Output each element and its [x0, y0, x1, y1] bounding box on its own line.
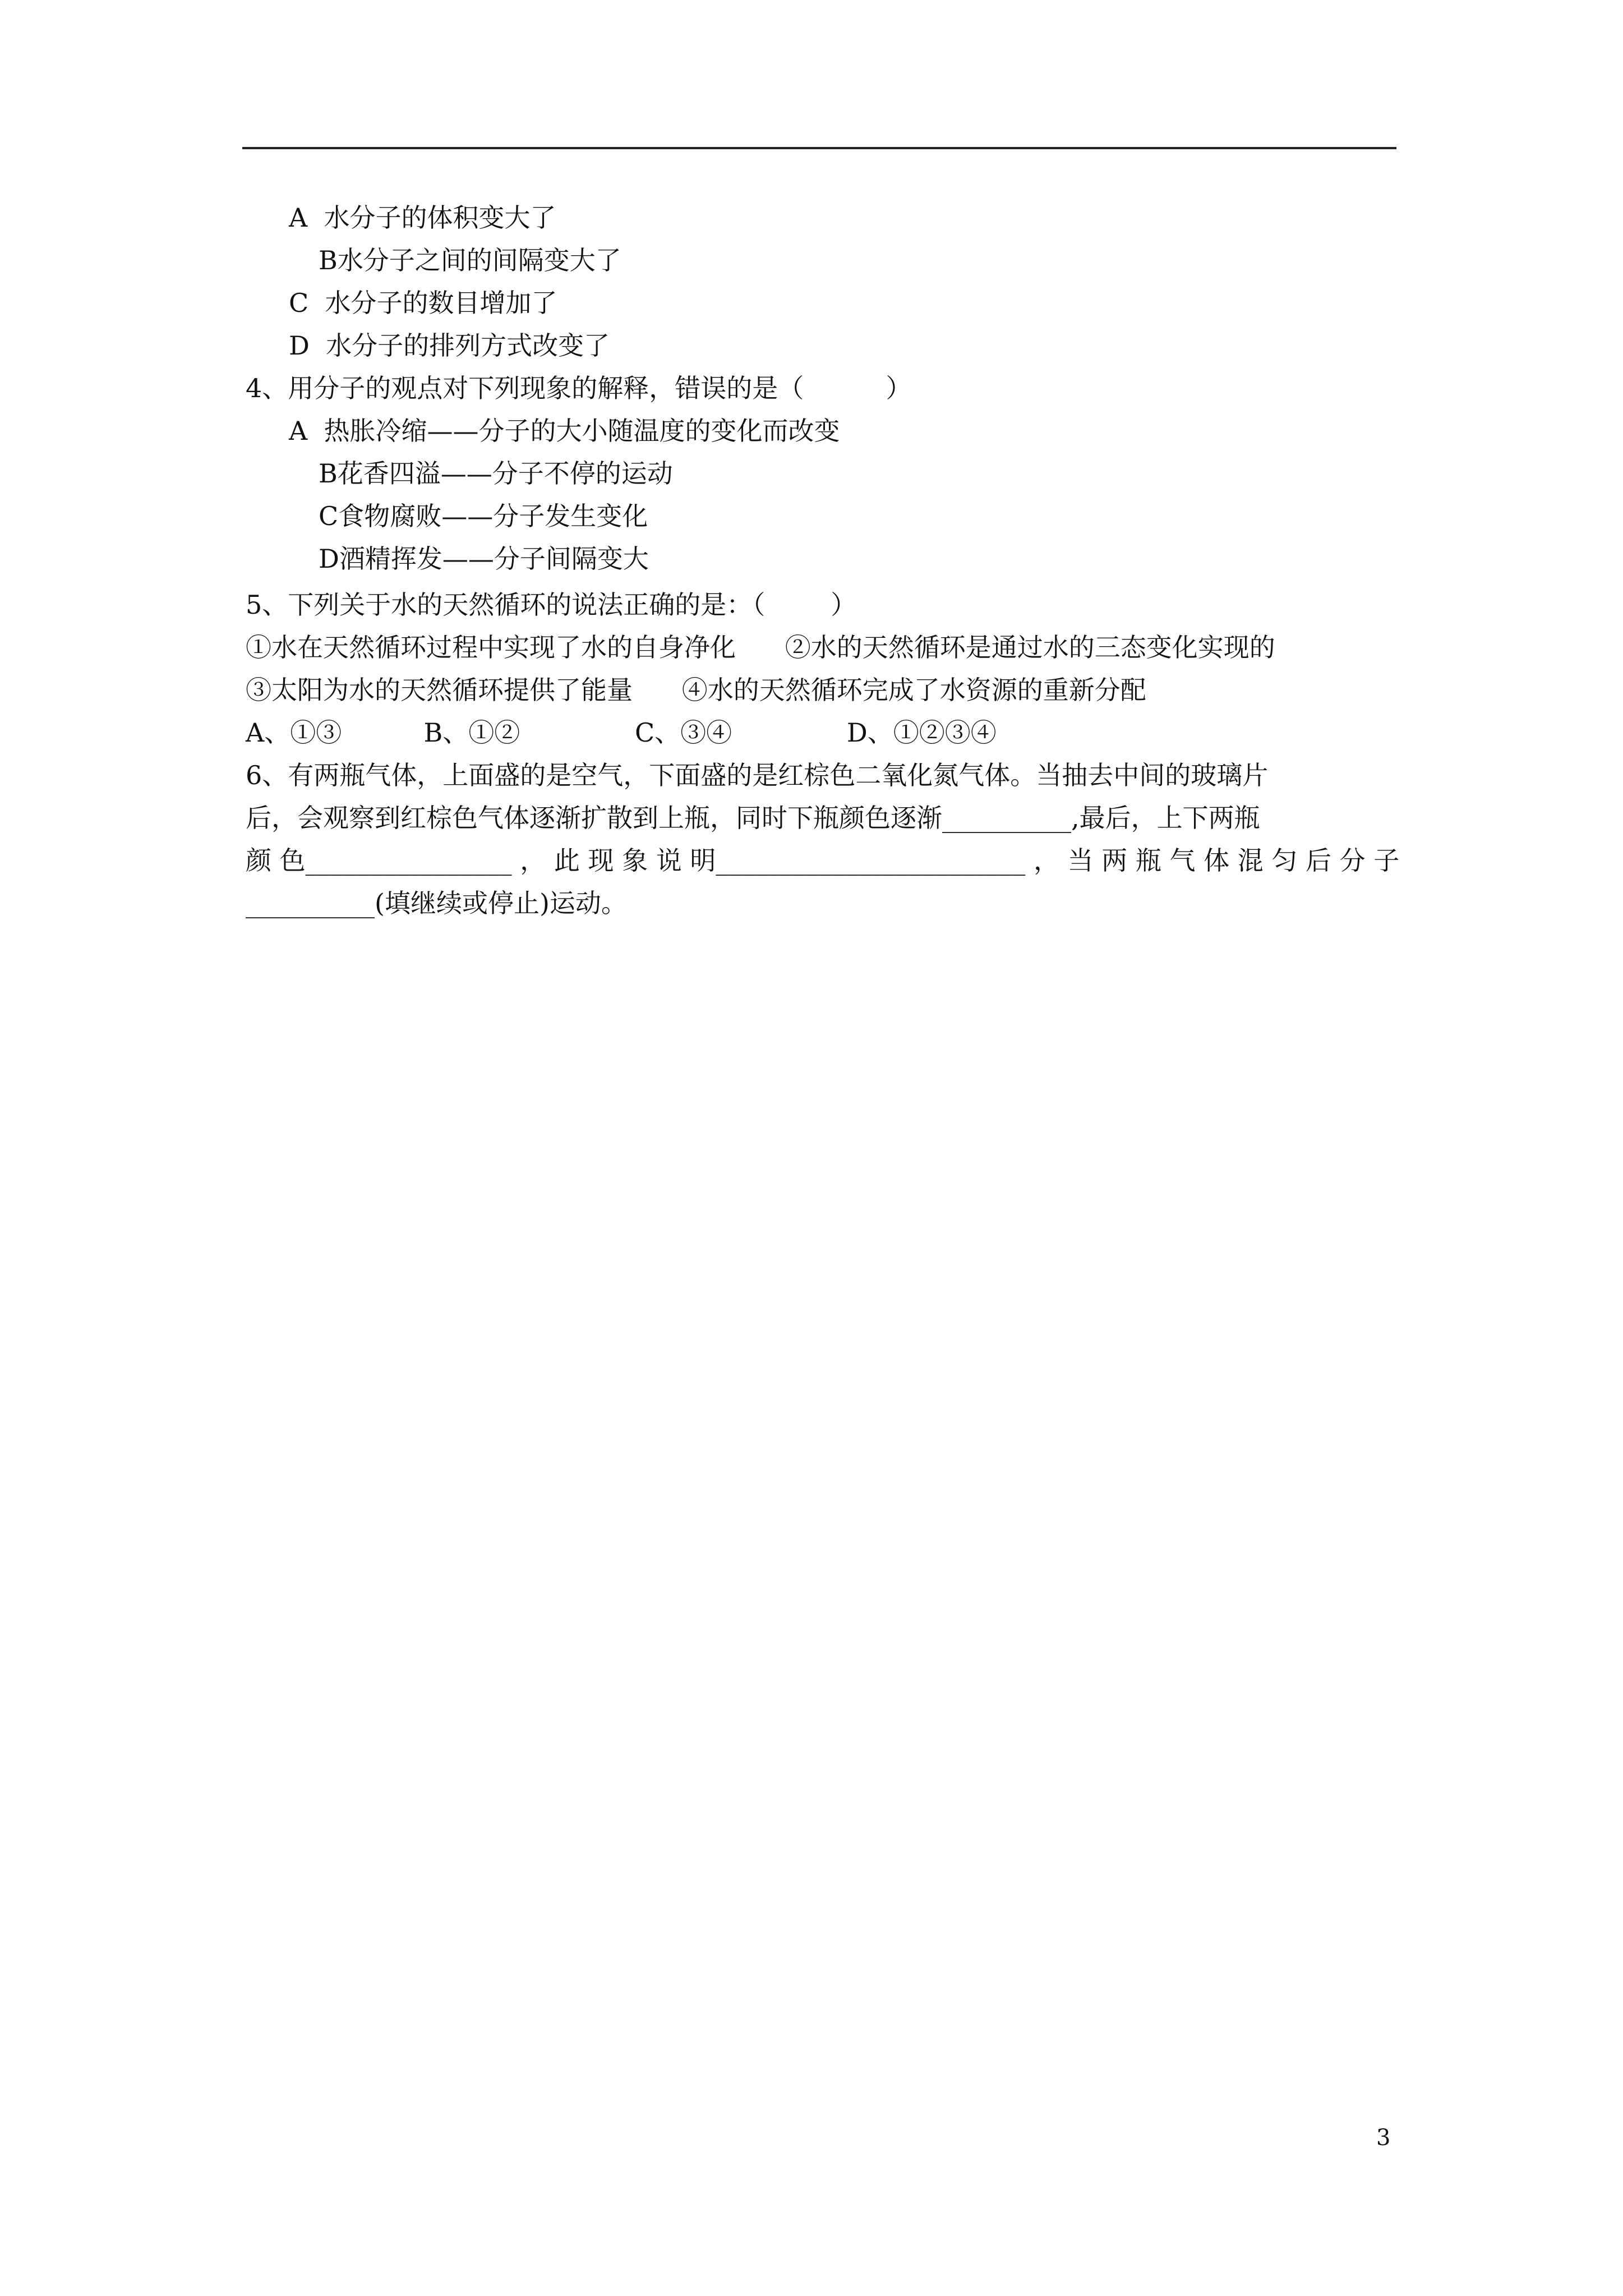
q6-line-4: __________(填继续或停止)运动。: [246, 888, 627, 918]
q6-line-3: 颜 色________________ ， 此 现 象 说 明________________________ ， 当 两 瓶 气 体 混 匀 后 分 子: [246, 845, 1400, 876]
q4-option-a: A 热胀冷缩——分子的大小随温度的变化而改变: [289, 416, 840, 446]
q5-options: A、①③ B、①② C、③④ D、①②③④: [246, 717, 997, 748]
q5-stem: 5、下列关于水的天然循环的说法正确的是：（ ）: [246, 590, 857, 620]
q4-option-b: B花香四溢——分子不停的运动: [319, 458, 673, 489]
q4-stem: 4、用分子的观点对下列现象的解释，错误的是（ ）: [246, 373, 912, 403]
q6-line-1: 6、有两瓶气体，上面盛的是空气，下面盛的是红棕色二氧化氮气体。当抽去中间的玻璃片: [246, 760, 1269, 790]
page-number: 3: [1376, 2125, 1391, 2151]
q4-option-c: C食物腐败——分子发生变化: [319, 501, 648, 531]
q3-option-d: D 水分子的排列方式改变了: [289, 330, 610, 361]
q3-option-a: A 水分子的体积变大了: [289, 203, 556, 233]
q5-statements-1: ①水在天然循环过程中实现了水的自身净化 ②水的天然循环是通过水的三态变化实现的: [246, 632, 1275, 662]
q4-option-d: D酒精挥发——分子间隔变大: [319, 544, 649, 574]
header-rule: [242, 147, 1396, 149]
q3-option-b: B水分子之间的间隔变大了: [319, 245, 621, 275]
q5-statements-2: ③太阳为水的天然循环提供了能量 ④水的天然循环完成了水资源的重新分配: [246, 675, 1146, 705]
q6-line-2: 后，会观察到红棕色气体逐渐扩散到上瓶，同时下瓶颜色逐渐__________,最后，上下两瓶: [246, 803, 1260, 833]
q3-option-c: C 水分子的数目增加了: [289, 288, 557, 318]
